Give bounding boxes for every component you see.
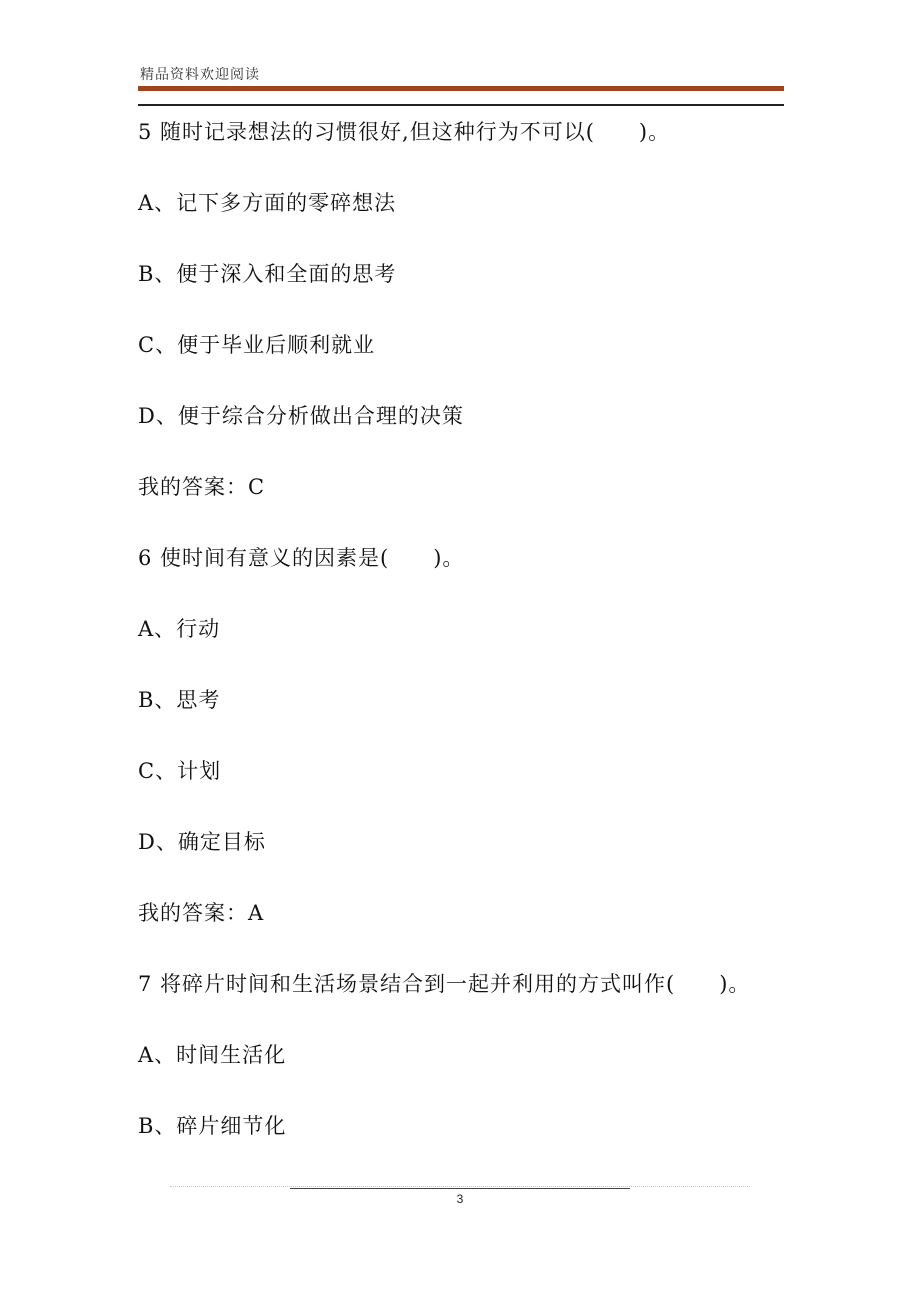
- question-6-option-b: B、思考: [138, 688, 221, 712]
- header-title: 精品资料欢迎阅读: [140, 67, 260, 83]
- header-rule-thin: [138, 104, 784, 106]
- question-7-stem: 7 将碎片时间和生活场景结合到一起并利用的方式叫作( )。: [138, 972, 751, 996]
- question-7-option-a: A、时间生活化: [138, 1043, 287, 1067]
- page-number: 3: [456, 1192, 464, 1206]
- footer-rule: [290, 1188, 630, 1189]
- question-7-option-b: B、碎片细节化: [138, 1114, 287, 1138]
- header-rule-thick: [138, 86, 784, 91]
- footer-dotted-line: [170, 1186, 750, 1187]
- question-5-option-a: A、记下多方面的零碎想法: [138, 191, 397, 215]
- question-5-stem: 5 随时记录想法的习惯很好,但这种行为不可以( )。: [138, 120, 671, 144]
- question-6-option-c: C、计划: [138, 759, 222, 783]
- question-6-option-d: D、确定目标: [138, 830, 266, 854]
- question-6-option-a: A、行动: [138, 617, 221, 641]
- question-6-answer: 我的答案：A: [138, 901, 265, 925]
- question-5-option-b: B、便于深入和全面的思考: [138, 262, 397, 286]
- question-6-stem: 6 使时间有意义的因素是( )。: [138, 546, 465, 570]
- question-5-option-d: D、便于综合分析做出合理的决策: [138, 404, 464, 428]
- question-5-answer: 我的答案：C: [138, 475, 266, 499]
- question-5-option-c: C、便于毕业后顺利就业: [138, 333, 376, 357]
